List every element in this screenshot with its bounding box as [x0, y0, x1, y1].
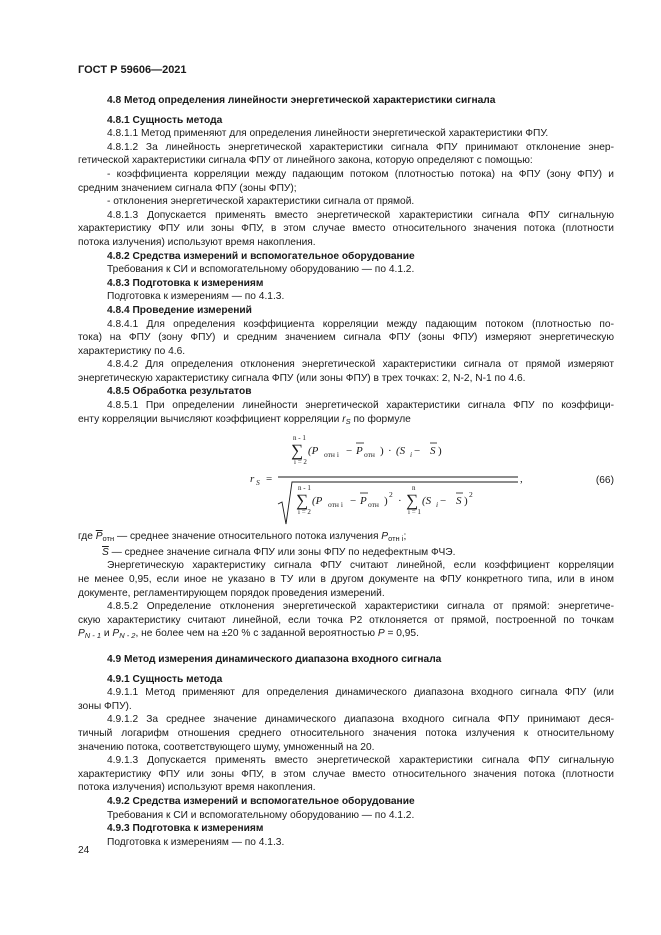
para-4-8-5-1-line-2: [78, 413, 614, 429]
para-4-8-4-1-line-3: характеристику по 4.6.: [78, 345, 186, 357]
para-4-8-1-2-line-1: 4.8.1.2 За линейность энергетической характеристики сигнала ФПУ принимают отклонение энер-: [107, 141, 614, 153]
num-sum-top: n - 1: [293, 434, 306, 443]
den-p-open: (P: [312, 495, 323, 508]
num-sum-bot: i = 2: [294, 458, 307, 467]
where-1-symbol-sub: отн: [102, 534, 115, 544]
section-4-9-title: 4.9 Метод измерения динамического диапазона входного сигнала: [107, 654, 442, 665]
equation-number: (66): [595, 475, 614, 487]
eq-sign: =: [266, 473, 273, 486]
where-line-2: [78, 546, 614, 560]
p-n-1-symbol: P: [78, 628, 85, 640]
section-4-8-1-title: 4.8.1 Сущность метода: [107, 114, 223, 126]
where-1-symbol-2: P: [381, 531, 389, 543]
den-s-open: (S: [422, 495, 432, 508]
para-4-8-5-2-line-2: скую характеристику считают линейной, если точка Р2 отклоняется от прямой, построенной по точкам: [78, 614, 614, 626]
para-4-8-1-2-line-2: гетической характеристики сигнала ФПУ от линейного закона, которую определяют с помощью:: [78, 155, 533, 167]
page-number: 24: [78, 845, 90, 856]
where-2-text: — среднее значение сигнала ФПУ или зоны ФПУ по недефектным ФЧЭ.: [108, 546, 456, 558]
para-4-8-4-2-line-1: 4.8.4.2 Для определения отклонения энергетической характеристики сигнала от прямой измеряют: [107, 359, 614, 371]
para-4-8-5-2-line-3: [78, 627, 614, 643]
num-minus-2: −: [414, 445, 421, 458]
para-4-9-1-2-line-1: 4.9.1.2 За среднее значение динамического диапазона входного сигнала ФПУ принимают деся-: [107, 714, 614, 726]
para-4-8-5-1-tail: по формуле: [353, 413, 411, 425]
section-4-9-3-text: Подготовка к измерениям — по 4.1.3.: [107, 836, 285, 848]
eq-lhs-sub: S: [256, 478, 260, 488]
where-1-symbol: $\overline{P}$: [95, 531, 103, 543]
para-4-8-5-1-text: енту корреляции вычисляют коэффициент корреляции: [78, 413, 340, 425]
para-4-8-5-1-line-1: 4.8.5.1 При определении линейности энергетической характеристики сигнала ФПУ по коэффици-: [107, 400, 614, 412]
para-linearity-line-1: Энергетическую характеристику сигнала ФПУ считают линейной, если коэффициент корреляции: [107, 560, 614, 572]
den-sbar: S: [456, 495, 462, 508]
para-4-9-1-1-line-1: 4.9.1.1 Метод применяют для определения динамического диапазона входного сигнала ФПУ (или: [107, 687, 614, 699]
den-close-2: ): [464, 495, 468, 508]
den-dot: ·: [398, 495, 402, 508]
section-4-9-1-title: 4.9.1 Сущность метода: [107, 673, 223, 685]
den-sum2-top: n: [412, 484, 416, 493]
den-sq-1: 2: [389, 490, 393, 500]
den-sum1-bot: i = 2: [298, 508, 311, 517]
num-close-2: ): [438, 445, 442, 458]
where-1-symbol-2-sub: отн i: [388, 534, 404, 544]
para-4-9-1-3-line-2: характеристику ФПУ или зоны ФПУ, в этом случае вместо относительного значения потока (плотности: [78, 768, 614, 780]
para-4-9-1-3-line-1: 4.9.1.3 Допускается применять вместо энергетической характеристики сигнала ФПУ сигнальную: [107, 755, 614, 767]
den-sq-2: 2: [469, 490, 473, 500]
den-pbar-sub: отн: [368, 500, 379, 510]
where-lead: где: [78, 531, 93, 543]
den-pbar: P: [360, 495, 367, 508]
eq-comma: ,: [520, 473, 523, 486]
para-4-8-1-3-line-1: 4.8.1.3 Допускается применять вместо энергетической характеристики сигнала ФПУ сигнальную: [107, 209, 614, 221]
where-2-symbol: $\overline{S}$: [102, 546, 109, 558]
and-word: и: [101, 628, 113, 640]
where-1-end: ;: [403, 531, 407, 543]
section-4-9-2-text: Требования к СИ и вспомогательному оборудованию — по 4.1.2.: [107, 809, 415, 821]
probability-value: = 0,95.: [384, 628, 419, 640]
num-p-open: (P: [308, 445, 319, 458]
num-dot: ·: [388, 445, 392, 458]
num-close-1: ): [380, 445, 384, 458]
den-s-sub: i: [436, 500, 439, 510]
num-minus-1: −: [346, 445, 353, 458]
section-4-8-5-title: 4.8.5 Обработка результатов: [107, 386, 252, 398]
num-s-sub: i: [410, 450, 413, 460]
section-4-9-2-title: 4.9.2 Средства измерений и вспомогательное оборудование: [107, 795, 415, 807]
section-4-8-2-title: 4.8.2 Средства измерений и вспомогательное оборудование: [107, 250, 415, 262]
document-id: ГОСТ Р 59606—2021: [78, 64, 187, 76]
where-line-1: [78, 530, 614, 546]
para-4-9-1-2-line-2: тичный логарифм отношения среднего относительного значения потока излучения к относительному: [78, 727, 614, 739]
para-4-9-1-1-line-2: зоны ФПУ).: [78, 700, 132, 712]
para-4-8-4-1-line-2: тока) на ФПУ (зону ФПУ) и средним значением сигнала ФПУ (зоны ФПУ) измеряют энергетическую: [78, 332, 614, 344]
formula-66-svg: [78, 430, 614, 530]
para-4-9-1-2-line-3: значению потока, соответствующего шуму, умноженный на 20.: [78, 741, 375, 753]
para-4-8-4-2-line-2: энергетическую характеристику сигнала ФПУ (или зоны ФПУ) в трех точках: 2, N-2, N-1 по 4.6.: [78, 372, 526, 384]
para-4-8-1-3-line-3: потока излучения) используют время накопления.: [78, 236, 316, 248]
den-minus-2: −: [440, 495, 447, 508]
den-p-sub: отн i: [328, 500, 343, 510]
den-close-1: ): [384, 495, 388, 508]
num-pbar: P: [356, 445, 363, 458]
num-p-sub: отн i: [324, 450, 339, 460]
p-n-1-sub: N - 1: [84, 631, 102, 641]
bullet-1-line-2: средним значением сигнала ФПУ (зоны ФПУ);: [78, 182, 297, 194]
para-4-8-5-2-line-1: 4.8.5.2 Определение отклонения энергетической характеристики сигнала от прямой: энергетиче-: [107, 601, 614, 613]
para-4-8-1-3-line-2: характеристику ФПУ или зоны ФПУ, в этом случае вместо относительного значения потока (плотности: [78, 223, 614, 235]
den-minus-1: −: [350, 495, 357, 508]
probability-symbol: P: [377, 628, 385, 640]
num-s-open: (S: [396, 445, 406, 458]
bullet-2: - отклонения энергетической характеристики сигнала от прямой.: [107, 196, 415, 208]
den-sigma-1: ∑: [296, 491, 309, 511]
para-linearity-line-2: не менее 0,95, если иное не указано в ТУ или в другом документе на ФПУ конкретного типа, или в ином: [78, 574, 614, 586]
formula-66: [78, 430, 614, 530]
para-4-9-1-3-line-3: потока излучения) используют время накопления.: [78, 782, 316, 794]
den-sum2-bot: i = 1: [408, 508, 421, 517]
para-linearity-line-3: документе, регламентирующем порядок проведения измерений.: [78, 587, 385, 599]
page-content: [78, 94, 614, 849]
section-4-8-2-text: Требования к СИ и вспомогательному оборудованию — по 4.1.2.: [107, 264, 415, 276]
section-4-8-title: 4.8 Метод определения линейности энергетической характеристики сигнала: [107, 95, 496, 106]
num-sigma: ∑: [291, 441, 304, 461]
para-4-8-1-1: 4.8.1.1 Метод применяют для определения линейности энергетической характеристики ФПУ.: [107, 128, 549, 140]
den-sigma-2: ∑: [406, 491, 419, 511]
section-4-9-3-title: 4.9.3 Подготовка к измерениям: [107, 823, 264, 835]
para-4-8-4-1-line-1: 4.8.4.1 Для определения коэффициента корреляции между падающим потоком (плотностью по-: [107, 318, 614, 330]
num-pbar-sub: отн: [364, 450, 375, 460]
section-4-8-3-title: 4.8.3 Подготовка к измерениям: [107, 277, 264, 289]
where-1-text: — среднее значение относительного потока излучения: [114, 531, 382, 543]
deviation-text: , не более чем на ±20 % с заданной вероятностью: [135, 628, 378, 640]
bullet-1-line-1: - коэффициента корреляции между падающим потоком (плотностью потока) на ФПУ (зону ФПУ) и: [107, 168, 614, 180]
symbol-r: r: [342, 413, 346, 425]
p-n-2-symbol: P: [112, 628, 120, 640]
num-sbar: S: [430, 445, 436, 458]
section-4-8-4-title: 4.8.4 Проведение измерений: [107, 304, 252, 316]
p-n-2-sub: N - 2: [119, 631, 136, 641]
section-4-8-3-text: Подготовка к измерениям — по 4.1.3.: [107, 291, 285, 303]
eq-lhs: r: [250, 473, 255, 486]
symbol-r-sub: S: [345, 416, 351, 426]
den-sum1-top: n - 1: [298, 484, 311, 493]
